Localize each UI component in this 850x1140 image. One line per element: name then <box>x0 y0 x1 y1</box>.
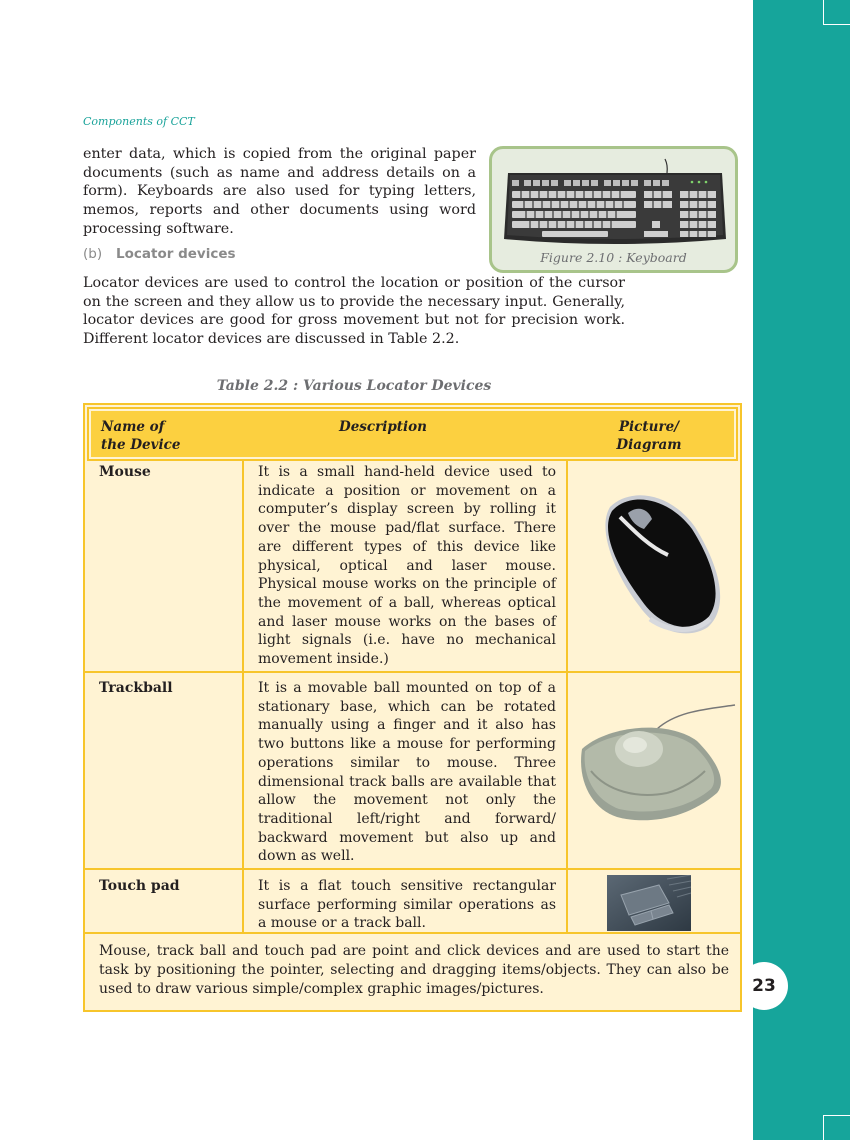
trackball-image <box>577 701 737 826</box>
paragraph-keyboard-usage: enter data, which is copied from the original paper documents (such as name and address details on a form). Keyboards are also used for typing letters, memos, reports and other documents using word processing software. <box>83 146 476 237</box>
crop-mark-bottom <box>823 1115 850 1140</box>
running-head: Components of CCT <box>83 115 195 128</box>
mouse-image <box>590 487 726 637</box>
header-name-line2: the Device <box>101 437 181 453</box>
figure-keyboard <box>489 146 738 273</box>
row-name-trackball: Trackball <box>99 680 173 696</box>
table-header-row <box>89 409 736 459</box>
row-name-touchpad: Touch pad <box>99 878 180 894</box>
figure-caption: Figure 2.10 : Keyboard <box>540 250 687 265</box>
touchpad-image <box>607 875 691 931</box>
header-picture-line2: Diagram <box>616 437 682 453</box>
keyboard-image <box>502 157 728 251</box>
locator-devices-table <box>83 403 742 1012</box>
table-footer-note: Mouse, track ball and touch pad are point and click devices and are used to start the task by positioning the pointer, selecting and dragging items/objects. They can also be used to draw various simple/complex graphic images/pictures. <box>99 943 729 997</box>
header-picture <box>609 418 689 454</box>
header-description: Description <box>339 419 427 435</box>
header-name-line1: Name of <box>101 419 165 435</box>
column-divider <box>566 460 568 932</box>
section-label: (b) <box>83 246 103 262</box>
row-description-trackball: It is a movable ball mounted on top of a stationary base, which can be rotated manually using a finger and it also has two buttons like a mouse for performing operations similar to mouse. Three dimensional track balls are available that allow the movement not only the traditional left/right and forward/ backward movement but also up and down as well. <box>258 680 556 865</box>
crop-mark-top <box>823 0 850 25</box>
header-name <box>101 418 180 454</box>
row-name-mouse: Mouse <box>99 464 151 480</box>
section-heading <box>83 246 236 262</box>
column-divider <box>242 460 244 932</box>
row-description-mouse: It is a small hand-held device used to indicate a position or movement on a computer’s display screen by rolling it over the mouse pad/flat surface. There are different types of this device like physical, optical and laser mouse. Physical mouse works on the principle of the movement of a ball, whereas optical and laser mouse works on the bases of light signals (i.e. have no mechanical movement inside.) <box>258 464 556 668</box>
row-divider <box>85 671 740 673</box>
row-divider <box>85 868 740 870</box>
row-description-touchpad: It is a flat touch sensitive rectangular surface performing similar operations as a mouse or a track ball. <box>258 878 556 932</box>
page-number: 23 <box>740 962 788 1010</box>
header-picture-line1: Picture/ <box>618 419 680 435</box>
table-caption: Table 2.2 : Various Locator Devices <box>216 378 492 394</box>
paragraph-locator-devices: Locator devices are used to control the location or position of the cursor on the screen and they allow us to provide the necessary input. Generally, locator devices are good for gross movement but not for precision work. Different locator devices are discussed in Table 2.2. <box>83 275 625 348</box>
section-title: Locator devices <box>116 246 236 262</box>
